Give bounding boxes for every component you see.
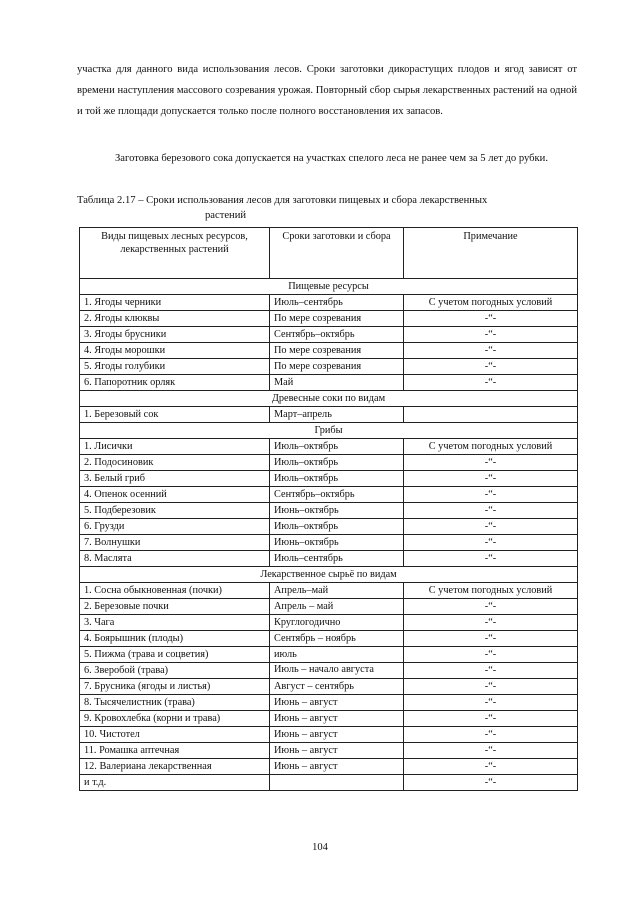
note-cell: -“- xyxy=(404,487,578,503)
note-cell: -“- xyxy=(404,615,578,631)
resource-cell: 10. Чистотел xyxy=(80,727,270,743)
table-row xyxy=(80,375,578,391)
period-cell: Июнь – август xyxy=(270,743,404,759)
period-cell: Апрель–май xyxy=(270,583,404,599)
table-row xyxy=(80,487,578,503)
table-row xyxy=(80,775,578,791)
resource-cell: 8. Тысячелистник (трава) xyxy=(80,695,270,711)
table-row xyxy=(80,711,578,727)
note-cell: -“- xyxy=(404,743,578,759)
note-cell: С учетом погодных условий xyxy=(404,295,578,311)
period-cell: Май xyxy=(270,375,404,391)
column-header: Примечание xyxy=(404,228,578,279)
table-caption xyxy=(77,193,582,223)
resource-cell: 5. Ягоды голубики xyxy=(80,359,270,375)
resource-cell: 7. Волнушки xyxy=(80,535,270,551)
resource-cell: 5. Пижма (трава и соцветия) xyxy=(80,647,270,663)
period-cell: июль xyxy=(270,647,404,663)
resource-cell: 3. Чага xyxy=(80,615,270,631)
note-cell: -“- xyxy=(404,695,578,711)
table-body xyxy=(80,279,578,791)
period-cell: Июль–октябрь xyxy=(270,439,404,455)
period-cell: По мере созревания xyxy=(270,343,404,359)
period-cell: Круглогодично xyxy=(270,615,404,631)
table-row xyxy=(80,615,578,631)
table-row xyxy=(80,759,578,775)
note-cell: -“- xyxy=(404,711,578,727)
period-cell: Март–апрель xyxy=(270,407,404,423)
note-cell: -“- xyxy=(404,775,578,791)
period-cell: Апрель – май xyxy=(270,599,404,615)
note-cell: С учетом погодных условий xyxy=(404,439,578,455)
period-cell: Июнь–октябрь xyxy=(270,503,404,519)
resource-cell: 4. Ягоды морошки xyxy=(80,343,270,359)
table-row xyxy=(80,663,578,679)
period-cell: По мере созревания xyxy=(270,311,404,327)
section-title: Древесные соки по видам xyxy=(80,391,578,407)
table-row xyxy=(80,583,578,599)
resource-cell: 6. Папоротник орляк xyxy=(80,375,270,391)
resource-cell: 1. Березовый сок xyxy=(80,407,270,423)
resource-cell: 2. Березовые почки xyxy=(80,599,270,615)
note-cell: С учетом погодных условий xyxy=(404,583,578,599)
note-cell: -“- xyxy=(404,679,578,695)
resource-cell: 2. Ягоды клюквы xyxy=(80,311,270,327)
section-title: Грибы xyxy=(80,423,578,439)
resource-cell: 6. Грузди xyxy=(80,519,270,535)
resource-cell: 11. Ромашка аптечная xyxy=(80,743,270,759)
table-row xyxy=(80,407,578,423)
table-header-row xyxy=(80,228,578,279)
note-cell: -“- xyxy=(404,551,578,567)
table-row xyxy=(80,519,578,535)
table-section-row xyxy=(80,423,578,439)
table-row xyxy=(80,455,578,471)
resource-cell: и т.д. xyxy=(80,775,270,791)
resource-cell: 1. Лисички xyxy=(80,439,270,455)
table-caption-line: растений xyxy=(205,210,247,221)
note-cell: -“- xyxy=(404,503,578,519)
table-row xyxy=(80,359,578,375)
period-cell: Сентябрь – ноябрь xyxy=(270,631,404,647)
period-cell: Июль–октябрь xyxy=(270,471,404,487)
table-row xyxy=(80,743,578,759)
note-cell: -“- xyxy=(404,535,578,551)
table-caption-line: Таблица 2.17 – Сроки использования лесов для заготовки пищевых и сбора лекарственных xyxy=(77,195,488,206)
table-row xyxy=(80,631,578,647)
section-title: Лекарственное сырьё по видам xyxy=(80,567,578,583)
period-cell: Сентябрь–октябрь xyxy=(270,327,404,343)
note-cell: -“- xyxy=(404,359,578,375)
period-cell: Июль–октябрь xyxy=(270,455,404,471)
note-cell: -“- xyxy=(404,599,578,615)
table-row xyxy=(80,535,578,551)
column-header: Виды пищевых лесных ресурсов, лекарственных растений xyxy=(80,228,270,279)
resource-cell: 6. Зверобой (трава) xyxy=(80,663,270,679)
note-cell: -“- xyxy=(404,375,578,391)
period-cell: Июнь – август xyxy=(270,727,404,743)
period-cell xyxy=(270,775,404,791)
table-row xyxy=(80,599,578,615)
resource-cell: 5. Подберезовик xyxy=(80,503,270,519)
column-header: Сроки заготовки и сбора xyxy=(270,228,404,279)
period-cell: Июль–сентябрь xyxy=(270,551,404,567)
resource-cell: 9. Кровохлебка (корни и трава) xyxy=(80,711,270,727)
note-cell: -“- xyxy=(404,455,578,471)
note-cell xyxy=(404,407,578,423)
harvest-periods-table xyxy=(79,227,578,791)
resource-cell: 7. Брусника (ягоды и листья) xyxy=(80,679,270,695)
period-cell: Июнь – август xyxy=(270,711,404,727)
table-row xyxy=(80,327,578,343)
note-cell: -“- xyxy=(404,663,578,679)
table-row xyxy=(80,503,578,519)
period-cell: Июнь – август xyxy=(270,759,404,775)
resource-cell: 3. Ягоды брусники xyxy=(80,327,270,343)
period-cell: Август – сентябрь xyxy=(270,679,404,695)
page-number: 104 xyxy=(312,842,328,853)
table-row xyxy=(80,695,578,711)
resource-cell: 1. Сосна обыкновенная (почки) xyxy=(80,583,270,599)
table-row xyxy=(80,295,578,311)
body-paragraph: Заготовка березового сока допускается на участках спелого леса не ранее чем за 5 лет до рубки. xyxy=(115,153,548,164)
note-cell: -“- xyxy=(404,327,578,343)
note-cell: -“- xyxy=(404,631,578,647)
period-cell: Июль–октябрь xyxy=(270,519,404,535)
note-cell: -“- xyxy=(404,759,578,775)
table-row xyxy=(80,311,578,327)
body-paragraph: участка для данного вида использования лесов. Сроки заготовки дикорастущих плодов и ягод зависят от времени наступления массового созревания урожая. Повторный сбор сырья лекарственных растений на одной и той же площади допускается только после полного восстановления их запасов. xyxy=(77,64,577,117)
note-cell: -“- xyxy=(404,647,578,663)
table-section-row xyxy=(80,567,578,583)
period-cell: Сентябрь–октябрь xyxy=(270,487,404,503)
resource-cell: 2. Подосиновик xyxy=(80,455,270,471)
note-cell: -“- xyxy=(404,343,578,359)
resource-cell: 1. Ягоды черники xyxy=(80,295,270,311)
resource-cell: 8. Маслята xyxy=(80,551,270,567)
note-cell: -“- xyxy=(404,471,578,487)
resource-cell: 4. Опенок осенний xyxy=(80,487,270,503)
resource-cell: 4. Боярышник (плоды) xyxy=(80,631,270,647)
section-title: Пищевые ресурсы xyxy=(80,279,578,295)
table-row xyxy=(80,343,578,359)
table-row xyxy=(80,551,578,567)
period-cell: Июль – начало августа xyxy=(270,663,404,679)
period-cell: Июнь – август xyxy=(270,695,404,711)
table-row xyxy=(80,471,578,487)
note-cell: -“- xyxy=(404,311,578,327)
table-row xyxy=(80,439,578,455)
resource-cell: 12. Валериана лекарственная xyxy=(80,759,270,775)
note-cell: -“- xyxy=(404,519,578,535)
table-row xyxy=(80,679,578,695)
period-cell: По мере созревания xyxy=(270,359,404,375)
table-section-row xyxy=(80,279,578,295)
table-row xyxy=(80,727,578,743)
table-section-row xyxy=(80,391,578,407)
period-cell: Июль–сентябрь xyxy=(270,295,404,311)
period-cell: Июнь–октябрь xyxy=(270,535,404,551)
note-cell: -“- xyxy=(404,727,578,743)
resource-cell: 3. Белый гриб xyxy=(80,471,270,487)
table-row xyxy=(80,647,578,663)
